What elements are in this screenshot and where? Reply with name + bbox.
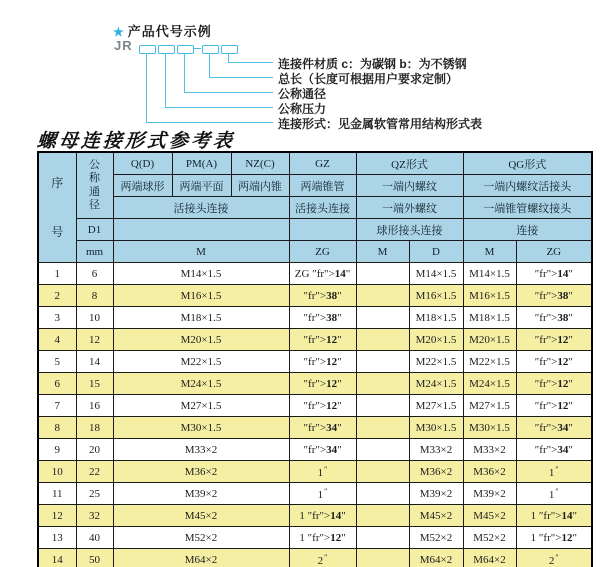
cell-zg: 2″: [289, 549, 356, 567]
cell-zg: 1 ″fr">14": [289, 505, 356, 527]
table-row: [38, 549, 592, 567]
cell-seq: 4: [38, 329, 76, 351]
table-row: [38, 329, 592, 351]
cell-qz_m: [356, 285, 409, 307]
cell-seq: 6: [38, 373, 76, 395]
cell-qz_d: M45×2: [409, 505, 463, 527]
cell-qz_m: [356, 351, 409, 373]
cell-m: M30×1.5: [113, 417, 289, 439]
header-nz-sub: 两端内锥: [231, 175, 289, 197]
cell-qg_zg: 1 ″fr">14": [516, 505, 592, 527]
header-col-qz: QZ形式: [356, 152, 463, 175]
cell-qg_m: M52×2: [463, 527, 516, 549]
cell-qz_m: [356, 505, 409, 527]
header-col-gz: GZ: [289, 152, 356, 175]
cell-qg_m: M64×2: [463, 549, 516, 567]
cell-qg_zg: ″fr">38": [516, 285, 592, 307]
cell-qz_m: [356, 307, 409, 329]
cell-zg: ″fr">12": [289, 329, 356, 351]
cell-mm: 22: [76, 461, 113, 483]
cell-seq: 3: [38, 307, 76, 329]
header-blank-gz: [289, 219, 356, 241]
cell-qz_d: M52×2: [409, 527, 463, 549]
header-qg-unit-zg: ZG: [516, 241, 592, 263]
cell-mm: 16: [76, 395, 113, 417]
cell-qz_m: [356, 329, 409, 351]
cell-qz_d: M22×1.5: [409, 351, 463, 373]
label-nominal-pressure: 公称压力: [278, 102, 327, 116]
header-nominal-diameter: 公 称 通 径: [76, 152, 113, 219]
cell-seq: 10: [38, 461, 76, 483]
header-qz-sub1: 一端内螺纹: [356, 175, 463, 197]
cell-zg: ″fr">38": [289, 307, 356, 329]
cell-qg_zg: ″fr">38": [516, 307, 592, 329]
cell-qg_m: M16×1.5: [463, 285, 516, 307]
header-gz-unit: ZG: [289, 241, 356, 263]
cell-seq: 12: [38, 505, 76, 527]
cell-seq: 9: [38, 439, 76, 461]
nut-connection-reference-table: [37, 151, 593, 567]
cell-qg_m: M14×1.5: [463, 263, 516, 285]
table-row: [38, 395, 592, 417]
header-col-qd: Q(D): [113, 152, 172, 175]
cell-qz_m: [356, 483, 409, 505]
cell-qz_m: [356, 395, 409, 417]
product-code-example-label: 产品代号示例: [127, 24, 212, 39]
cell-qz_d: M39×2: [409, 483, 463, 505]
header-qz-unit-m: M: [356, 241, 409, 263]
cell-qg_m: M33×2: [463, 439, 516, 461]
cell-mm: 15: [76, 373, 113, 395]
cell-mm: 8: [76, 285, 113, 307]
cell-mm: 10: [76, 307, 113, 329]
star-icon: ★: [113, 25, 125, 39]
cell-qg_m: M45×2: [463, 505, 516, 527]
cell-qg_m: M24×1.5: [463, 373, 516, 395]
cell-seq: 5: [38, 351, 76, 373]
cell-mm: 25: [76, 483, 113, 505]
cell-m: M36×2: [113, 461, 289, 483]
code-prefix: JR: [114, 38, 133, 53]
cell-m: M33×2: [113, 439, 289, 461]
table-row: [38, 461, 592, 483]
table-header: [38, 152, 592, 263]
cell-qg_m: M39×2: [463, 483, 516, 505]
cell-qz_d: M24×1.5: [409, 373, 463, 395]
header-qg-sub1: 一端内螺纹活接头: [463, 175, 592, 197]
header-blank-left: [113, 219, 289, 241]
cell-mm: 20: [76, 439, 113, 461]
cell-seq: 13: [38, 527, 76, 549]
cell-mm: 14: [76, 351, 113, 373]
cell-qg_m: M20×1.5: [463, 329, 516, 351]
cell-m: M24×1.5: [113, 373, 289, 395]
cell-qg_zg: ″fr">12": [516, 395, 592, 417]
cell-m: M20×1.5: [113, 329, 289, 351]
header-qd-sub: 两端球形: [113, 175, 172, 197]
cell-qz_d: M33×2: [409, 439, 463, 461]
table-row: [38, 505, 592, 527]
cell-m: M14×1.5: [113, 263, 289, 285]
cell-qz_d: M20×1.5: [409, 329, 463, 351]
cell-qg_zg: 1 ″fr">12": [516, 527, 592, 549]
cell-qz_m: [356, 417, 409, 439]
header-col-pm: PM(A): [172, 152, 231, 175]
cell-qz_d: M27×1.5: [409, 395, 463, 417]
cell-qg_m: M36×2: [463, 461, 516, 483]
header-qz-unit-d: D: [409, 241, 463, 263]
cell-qg_m: M18×1.5: [463, 307, 516, 329]
cell-zg: ″fr">12": [289, 373, 356, 395]
connector-line-connection: [146, 53, 273, 123]
table-row: [38, 483, 592, 505]
cell-qg_zg: 2″: [516, 549, 592, 567]
header-seq: 序 号: [38, 152, 76, 263]
header-qg-connection: 连接: [463, 219, 592, 241]
cell-qz_d: M16×1.5: [409, 285, 463, 307]
cell-mm: 6: [76, 263, 113, 285]
cell-zg: ″fr">12": [289, 395, 356, 417]
cell-mm: 12: [76, 329, 113, 351]
cell-qz_d: M18×1.5: [409, 307, 463, 329]
cell-seq: 11: [38, 483, 76, 505]
cell-mm: 18: [76, 417, 113, 439]
label-total-length: 总长（长度可根据用户要求定制）: [278, 72, 459, 86]
cell-qz_d: M14×1.5: [409, 263, 463, 285]
cell-qz_d: M64×2: [409, 549, 463, 567]
cell-qg_zg: ″fr">34": [516, 439, 592, 461]
header-col-nz: NZ(C): [231, 152, 289, 175]
label-connection-form: 连接形式：见金属软管常用结构形式表: [278, 117, 483, 131]
header-qz-sub2: 一端外螺纹: [356, 197, 463, 219]
header-left-connection: 活接头连接: [113, 197, 289, 219]
cell-m: M52×2: [113, 527, 289, 549]
table-row: [38, 439, 592, 461]
label-nominal-diameter: 公称通径: [278, 87, 327, 101]
header-qg-unit-m: M: [463, 241, 516, 263]
cell-qg_m: M27×1.5: [463, 395, 516, 417]
header-pm-sub: 两端平面: [172, 175, 231, 197]
cell-mm: 40: [76, 527, 113, 549]
cell-qz_m: [356, 527, 409, 549]
cell-mm: 50: [76, 549, 113, 567]
header-gz-connection: 活接头连接: [289, 197, 356, 219]
cell-m: M45×2: [113, 505, 289, 527]
cell-zg: ″fr">34": [289, 417, 356, 439]
table-row: [38, 373, 592, 395]
cell-qz_m: [356, 461, 409, 483]
code-dash: [194, 48, 201, 49]
header-qg-sub2: 一端锥管螺纹接头: [463, 197, 592, 219]
cell-zg: 1″: [289, 483, 356, 505]
cell-qg_m: M22×1.5: [463, 351, 516, 373]
cell-m: M27×1.5: [113, 395, 289, 417]
header-d1: D1: [76, 219, 113, 241]
cell-m: M22×1.5: [113, 351, 289, 373]
cell-seq: 1: [38, 263, 76, 285]
cell-seq: 14: [38, 549, 76, 567]
cell-zg: 1″: [289, 461, 356, 483]
cell-qg_zg: 1″: [516, 461, 592, 483]
table-title: 螺母连接形式参考表: [36, 131, 236, 152]
cell-qz_d: M36×2: [409, 461, 463, 483]
cell-seq: 7: [38, 395, 76, 417]
cell-qz_m: [356, 373, 409, 395]
cell-zg: 1 ″fr">12": [289, 527, 356, 549]
header-left-unit: M: [113, 241, 289, 263]
cell-qg_m: M30×1.5: [463, 417, 516, 439]
cell-qz_m: [356, 439, 409, 461]
header-mm: mm: [76, 241, 113, 263]
cell-seq: 8: [38, 417, 76, 439]
cell-m: M39×2: [113, 483, 289, 505]
cell-qg_zg: ″fr">34": [516, 417, 592, 439]
header-gz-sub: 两端锥管: [289, 175, 356, 197]
table-row: [38, 351, 592, 373]
cell-mm: 32: [76, 505, 113, 527]
cell-m: M64×2: [113, 549, 289, 567]
cell-qz_d: M30×1.5: [409, 417, 463, 439]
table-row: [38, 307, 592, 329]
cell-qg_zg: ″fr">14": [516, 263, 592, 285]
cell-seq: 2: [38, 285, 76, 307]
header-qz-connection: 球形接头连接: [356, 219, 463, 241]
table-row: [38, 527, 592, 549]
table-row: [38, 285, 592, 307]
cell-qg_zg: 1″: [516, 483, 592, 505]
cell-m: M18×1.5: [113, 307, 289, 329]
cell-qz_m: [356, 549, 409, 567]
cell-zg: ZG ″fr">14": [289, 263, 356, 285]
cell-qg_zg: ″fr">12": [516, 351, 592, 373]
cell-zg: ″fr">38": [289, 285, 356, 307]
cell-qz_m: [356, 263, 409, 285]
label-connector-material: 连接件材质 c：为碳钢 b：为不锈钢: [278, 57, 467, 71]
table-body: [38, 263, 592, 567]
cell-m: M16×1.5: [113, 285, 289, 307]
cell-qg_zg: ″fr">12": [516, 329, 592, 351]
cell-zg: ″fr">12": [289, 351, 356, 373]
cell-zg: ″fr">34": [289, 439, 356, 461]
cell-qg_zg: ″fr">12": [516, 373, 592, 395]
table-row: [38, 417, 592, 439]
table-row: [38, 263, 592, 285]
header-col-qg: QG形式: [463, 152, 592, 175]
